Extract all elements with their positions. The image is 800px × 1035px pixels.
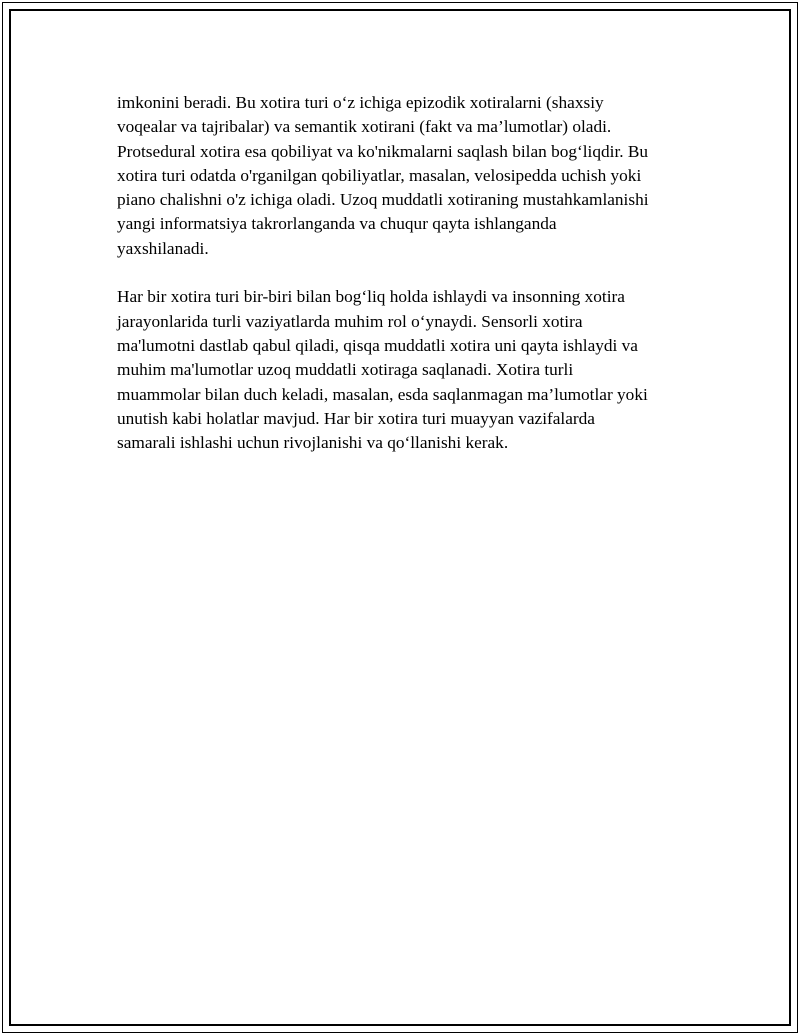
- text-line: muhim ma'lumotlar uzoq muddatli xotiraga saqlanadi. Xotira turli: [117, 360, 574, 380]
- text-line: yaxshilanadi.: [117, 238, 209, 258]
- text-line: imkonini beradi. Bu xotira turi o‘z ichiga epizodik xotiralarni (shaxsiy: [117, 93, 604, 112]
- text-line: muammolar bilan duch keladi, masalan, esda saqlanmagan ma’lumotlar yoki: [117, 384, 648, 404]
- text-line: yangi informatsiya takrorlanganda va chuqur qayta ishlanganda: [117, 214, 557, 234]
- paragraph-memory-types: [117, 91, 697, 261]
- text-line: xotira turi odatda o'rganilgan qobiliyatlar, masalan, velosipedda uchish yoki: [117, 165, 642, 185]
- text-line: samarali ishlashi uchun rivojlanishi va qo‘llanishi kerak.: [117, 433, 509, 453]
- text-line: ma'lumotni dastlab qabul qiladi, qisqa muddatli xotira uni qayta ishlaydi va: [117, 335, 638, 355]
- paragraph-memory-interaction: [117, 285, 697, 455]
- text-line: Har bir xotira turi bir-biri bilan bog‘liq holda ishlaydi va insonning xotira: [117, 287, 625, 307]
- text-line: piano chalishni o'z ichiga oladi. Uzoq muddatli xotiraning mustahkamlanishi: [117, 190, 649, 210]
- text-line: jarayonlarida turli vaziyatlarda muhim rol o‘ynaydi. Sensorli xotira: [117, 311, 583, 331]
- text-line: voqealar va tajribalar) va semantik xotirani (fakt va ma’lumotlar) oladi.: [117, 117, 612, 137]
- text-line: unutish kabi holatlar mavjud. Har bir xotira turi muayyan vazifalarda: [117, 408, 595, 428]
- text-line: Protsedural xotira esa qobiliyat va ko'nikmalarni saqlash bilan bog‘liqdir. Bu: [117, 141, 649, 161]
- document-body: [117, 91, 697, 455]
